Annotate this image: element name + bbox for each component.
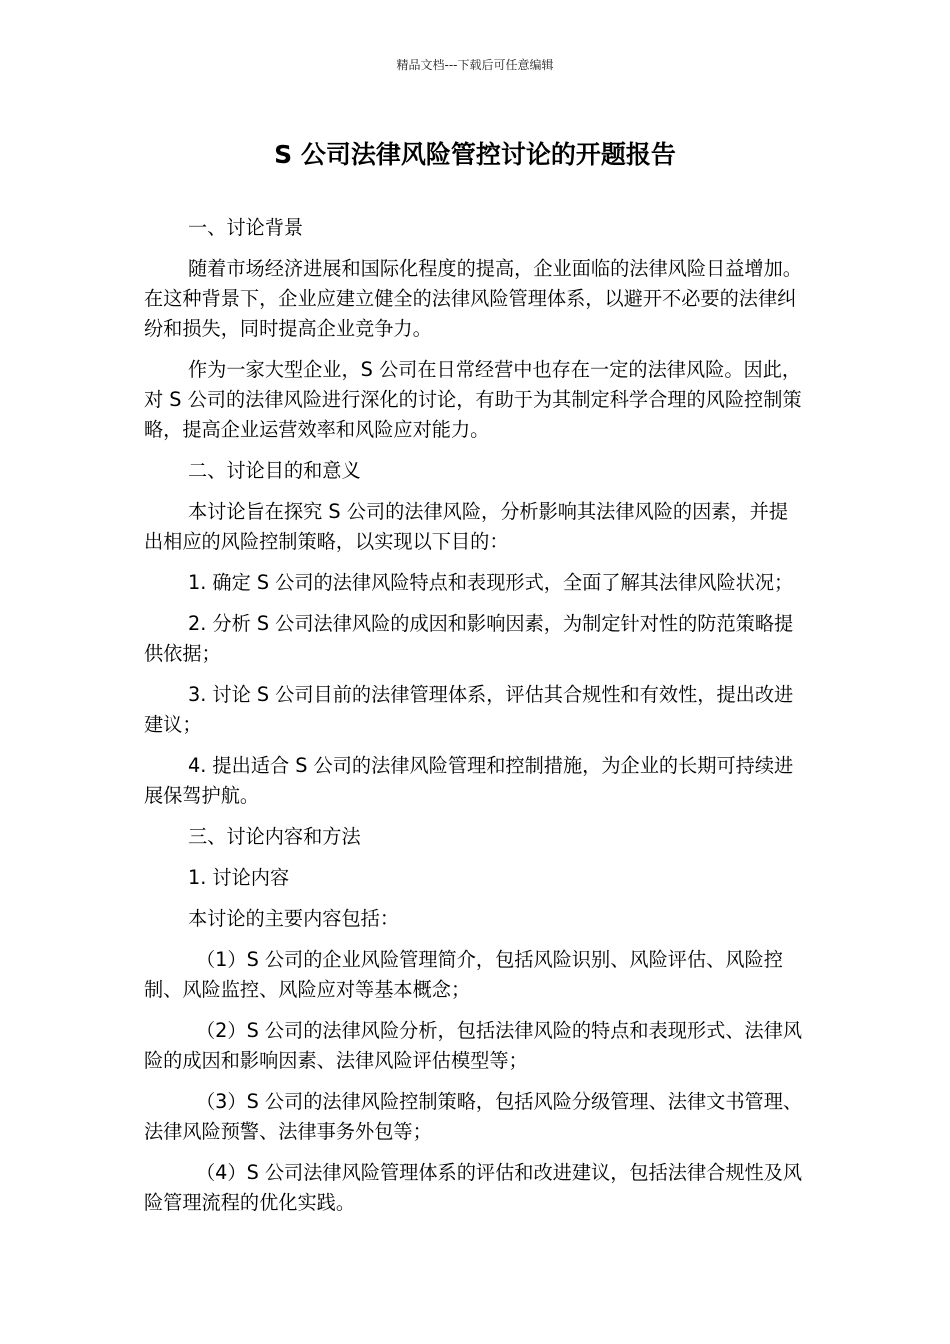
document-title: S 公司法律风险管控讨论的开题报告 <box>274 140 676 169</box>
section-heading-purpose: 二、讨论目的和意义 <box>188 459 361 482</box>
paragraph: 本讨论旨在探究 S 公司的法律风险，分析影响其法律风险的因素，并提出相应的风险控制策略，以实现以下目的： <box>144 500 789 553</box>
paragraph: 作为一家大型企业，S 公司在日常经营中也存在一定的法律风险。因此，对 S 公司的法律风险进行深化的讨论，有助于为其制定科学合理的风险控制策略，提高企业运营效率和风险应对能力。 <box>144 358 802 441</box>
enumerated-item: （1）S 公司的企业风险管理简介，包括风险识别、风险评估、风险控制、风险监控、风险应对等基本概念； <box>144 948 783 1001</box>
section-heading-content-methods: 三、讨论内容和方法 <box>188 825 361 848</box>
list-item: 4. 提出适合 S 公司的法律风险管理和控制措施，为企业的长期可持续进展保驾护航。 <box>144 754 794 807</box>
enumerated-item: （3）S 公司的法律风险控制策略，包括风险分级管理、法律文书管理、法律风险预警、法律事务外包等； <box>144 1090 803 1143</box>
document-body <box>144 213 804 1229</box>
list-item: 2. 分析 S 公司法律风险的成因和影响因素，为制定针对性的防范策略提供依据； <box>144 612 794 665</box>
list-item: 3. 讨论 S 公司目前的法律管理体系，评估其合规性和有效性，提出改进建议； <box>144 683 794 736</box>
subsection-heading: 1. 讨论内容 <box>188 866 290 889</box>
section-heading-background: 一、讨论背景 <box>188 216 304 239</box>
page-header: 精品文档---下载后可任意编辑 <box>396 58 554 72</box>
enumerated-item: （4）S 公司法律风险管理体系的评估和改进建议，包括法律合规性及风险管理流程的优化实践。 <box>144 1161 803 1214</box>
paragraph: 随着市场经济进展和国际化程度的提高，企业面临的法律风险日益增加。在这种背景下，企业应建立健全的法律风险管理体系，以避开不必要的法律纠纷和损失，同时提高企业竞争力。 <box>144 257 802 340</box>
enumerated-item: （2）S 公司的法律风险分析，包括法律风险的特点和表现形式、法律风险的成因和影响因素、法律风险评估模型等； <box>144 1019 803 1072</box>
paragraph: 本讨论的主要内容包括： <box>188 907 400 930</box>
list-item: 1. 确定 S 公司的法律风险特点和表现形式，全面了解其法律风险状况； <box>188 571 794 594</box>
